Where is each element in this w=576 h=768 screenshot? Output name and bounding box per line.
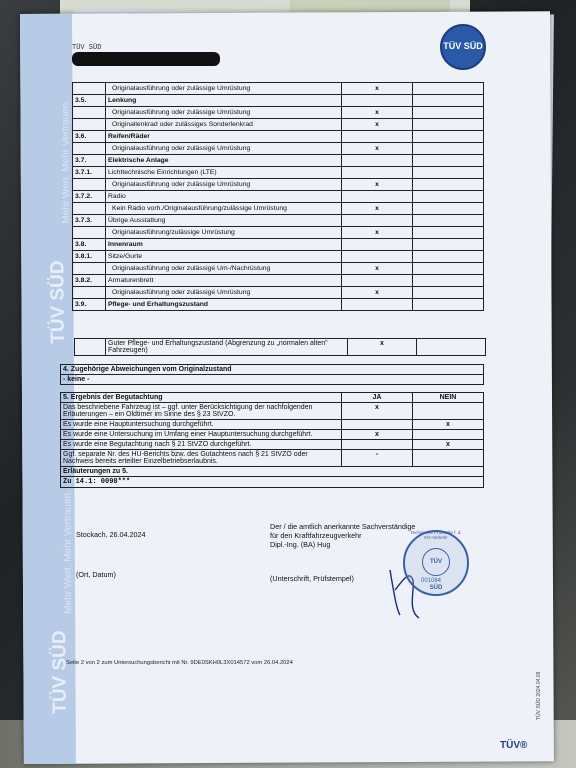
item-ja: [342, 155, 413, 167]
result-text: Es wurde eine Hauptuntersuchung durchgeführt.: [61, 420, 342, 430]
item-ja: [342, 131, 413, 143]
item-label: Originalausführung oder zulässige Umrüstung: [106, 83, 342, 95]
checklist-row: [73, 263, 484, 275]
item-number: [73, 83, 106, 95]
place-date: Stockach, 26.04.2024: [76, 530, 146, 539]
item-number: [73, 263, 106, 275]
item-ja: x: [342, 143, 413, 155]
place-date-label: (Ort, Datum): [76, 570, 116, 579]
item-nein: [413, 287, 484, 299]
item-number: [73, 203, 106, 215]
result-row: [61, 430, 484, 440]
checklist-row: [73, 275, 484, 287]
checklist-row: [73, 179, 484, 191]
item-number: 3.8.2.: [73, 275, 106, 287]
stamp-ring-text: Technische Prüfstelle f. d. Kfz-Verkehr: [410, 530, 462, 540]
erl-value: Zu 14.1: 0098***: [61, 477, 484, 488]
item-number: 3.7.: [73, 155, 106, 167]
result-text: Ggf. separate Nr. des HU-Berichts bzw. des Gutachtens nach § 21 StVZO oder Nachweis bereits erteilter Einzelbetriebserlaubnis.: [61, 450, 342, 467]
item-nein: [413, 107, 484, 119]
item-nein: [413, 95, 484, 107]
item-label: Armaturenbrett: [106, 275, 342, 287]
expert-line-2: für den Kraftfahrzeugverkehr: [270, 531, 362, 540]
item-ja: x: [342, 179, 413, 191]
item-label: Lenkung: [106, 95, 342, 107]
item-nein: [413, 191, 484, 203]
inspection-stamp: [403, 530, 469, 596]
item-nein: [413, 299, 484, 311]
section-5: [60, 392, 484, 488]
item-ja: x: [342, 203, 413, 215]
result-row: [61, 450, 484, 467]
item-label: Lichttechnische Einrichtungen (LTE): [106, 167, 342, 179]
item-nein: [413, 251, 484, 263]
result-text: Es wurde eine Begutachtung nach § 21 StVZO durchgeführt.: [61, 440, 342, 450]
side-stripe: [20, 14, 76, 764]
item-ja: [342, 167, 413, 179]
tuv-brand-mark: TÜV®: [500, 740, 528, 751]
item-number: [73, 119, 106, 131]
item-number: 3.8.1.: [73, 251, 106, 263]
item-number: [73, 287, 106, 299]
checklist-row: [73, 83, 484, 95]
result-ja: -: [342, 450, 413, 467]
item-number: 3.9.: [73, 299, 106, 311]
stamp-center: TÜV SÜD: [422, 548, 450, 576]
checklist-row: [73, 299, 484, 311]
checklist-row: [73, 227, 484, 239]
result-ja: x: [342, 430, 413, 440]
item-ja: [342, 215, 413, 227]
item-ja: x: [342, 119, 413, 131]
item-number: 3.7.3.: [73, 215, 106, 227]
result-text: Es wurde eine Untersuchung im Umfang einer Hauptuntersuchung durchgeführt.: [61, 430, 342, 440]
item-nein: [413, 143, 484, 155]
checklist-row: [73, 167, 484, 179]
result-ja: [342, 440, 413, 450]
stripe-slogan: Mehr Wert. Mehr Vertrauen.: [62, 489, 75, 614]
item-number: 3.8.: [73, 239, 106, 251]
item-3-9-text: Guter Pflege- und Erhaltungszustand (Abgrenzung zu „normalen alten" Fahrzeugen): [106, 339, 348, 356]
result-row: [61, 403, 484, 420]
expert-line-3: Dipl.-Ing. (BA) Hug: [270, 540, 331, 549]
result-row: [61, 440, 484, 450]
item-nein: [413, 263, 484, 275]
item-nein: [413, 119, 484, 131]
checklist-row: [73, 191, 484, 203]
item-ja: x: [342, 227, 413, 239]
item-number: [73, 227, 106, 239]
item-nein: [413, 167, 484, 179]
checklist-row: [73, 203, 484, 215]
item-label: Kein Radio vorh./Originalausführung/zulässige Umrüstung: [106, 203, 342, 215]
result-text: Das beschriebene Fahrzeug ist – ggf. unter Berücksichtigung der nachfolgenden Erläuterungen – ein Oldtimer im Sinne des § 23 StVZO.: [61, 403, 342, 420]
item-label: Originalausführung/zulässige Umrüstung: [106, 227, 342, 239]
checklist-row: [73, 215, 484, 227]
item-nein: [413, 203, 484, 215]
item-nein: [413, 155, 484, 167]
item-label: Originallenkrad oder zulässiges Sonderlenkrad: [106, 119, 342, 131]
result-nein: [413, 450, 484, 467]
item-ja: x: [342, 287, 413, 299]
item-3-9-ja: x: [348, 339, 417, 356]
item-nein: [413, 227, 484, 239]
col-nein: NEIN: [413, 393, 484, 403]
sign-label: (Unterschrift, Prüfstempel): [270, 574, 354, 583]
stripe-brand: TÜV SÜD: [47, 260, 69, 344]
item-number: [73, 107, 106, 119]
page-footer: Seite 2 von 2 zum Untersuchungsbericht mit Nr. 9DE0SKH0L3X014572 vom 26.04.2024: [66, 660, 293, 666]
result-nein: [413, 403, 484, 420]
item-label: Originalausführung oder zulässige Um-/Nachrüstung: [106, 263, 342, 275]
item-label: Sitze/Gurte: [106, 251, 342, 263]
item-nein: [413, 275, 484, 287]
result-nein: x: [413, 420, 484, 430]
item-nein: [413, 131, 484, 143]
redaction-bar: [72, 52, 220, 66]
side-code: TÜV SÜD 2024.04.09: [536, 671, 542, 720]
result-nein: [413, 430, 484, 440]
checklist-row: [73, 95, 484, 107]
result-ja: [342, 420, 413, 430]
checklist-row: [73, 287, 484, 299]
item-label: Originalausführung oder zulässige Umrüstung: [106, 287, 342, 299]
item-label: Originalausführung oder zulässige Umrüstung: [106, 143, 342, 155]
item-nein: [413, 239, 484, 251]
checklist-row: [73, 131, 484, 143]
checklist-row: [73, 107, 484, 119]
stripe-slogan: Mehr Wert. Mehr Vertrauen.: [60, 99, 73, 224]
checklist-row: [73, 119, 484, 131]
checklist-row: [73, 251, 484, 263]
item-label: Radio: [106, 191, 342, 203]
tuv-logo: TÜV SÜD: [440, 24, 486, 70]
item-nein: [413, 215, 484, 227]
item-ja: [342, 191, 413, 203]
item-3-9-detail: [74, 338, 486, 356]
section-4: [60, 364, 484, 385]
item-ja: [342, 239, 413, 251]
expert-block: [270, 522, 415, 549]
section-4-title: 4. Zugehörige Abweichungen vom Originalzustand: [61, 365, 484, 375]
result-nein: x: [413, 440, 484, 450]
item-number: 3.6.: [73, 131, 106, 143]
item-label: Pflege- und Erhaltungszustand: [106, 299, 342, 311]
header-ref: TÜV SÜD: [72, 44, 102, 52]
item-label: Originalausführung oder zulässige Umrüstung: [106, 179, 342, 191]
item-label: Reifen/Räder: [106, 131, 342, 143]
checklist-row: [73, 143, 484, 155]
item-ja: x: [342, 263, 413, 275]
item-number: [73, 179, 106, 191]
item-ja: [342, 275, 413, 287]
item-number: [73, 143, 106, 155]
item-number: 3.5.: [73, 95, 106, 107]
section-4-value: - keine -: [61, 375, 484, 385]
stripe-brand: TÜV SÜD: [49, 630, 71, 714]
item-label: Originalausführung oder zulässige Umrüstung: [106, 107, 342, 119]
item-number: 3.7.1.: [73, 167, 106, 179]
checklist-row: [73, 155, 484, 167]
item-ja: [342, 95, 413, 107]
item-nein: [413, 179, 484, 191]
col-ja: JA: [342, 393, 413, 403]
stamp-number: 001084: [421, 578, 442, 584]
item-label: Innenraum: [106, 239, 342, 251]
checklist-row: [73, 239, 484, 251]
result-row: [61, 420, 484, 430]
expert-line-1: Der / die amtlich anerkannte Sachverständige: [270, 522, 416, 531]
item-label: Übrige Ausstattung: [106, 215, 342, 227]
item-number: 3.7.2.: [73, 191, 106, 203]
item-ja: x: [342, 83, 413, 95]
item-ja: [342, 299, 413, 311]
section-5-title: 5. Ergebnis der Begutachtung: [61, 393, 342, 403]
checklist-table: [72, 82, 484, 311]
item-label: Elektrische Anlage: [106, 155, 342, 167]
erl-title: Erläuterungen zu 5.: [61, 467, 484, 477]
item-ja: x: [342, 107, 413, 119]
item-nein: [413, 83, 484, 95]
item-ja: [342, 251, 413, 263]
result-ja: x: [342, 403, 413, 420]
